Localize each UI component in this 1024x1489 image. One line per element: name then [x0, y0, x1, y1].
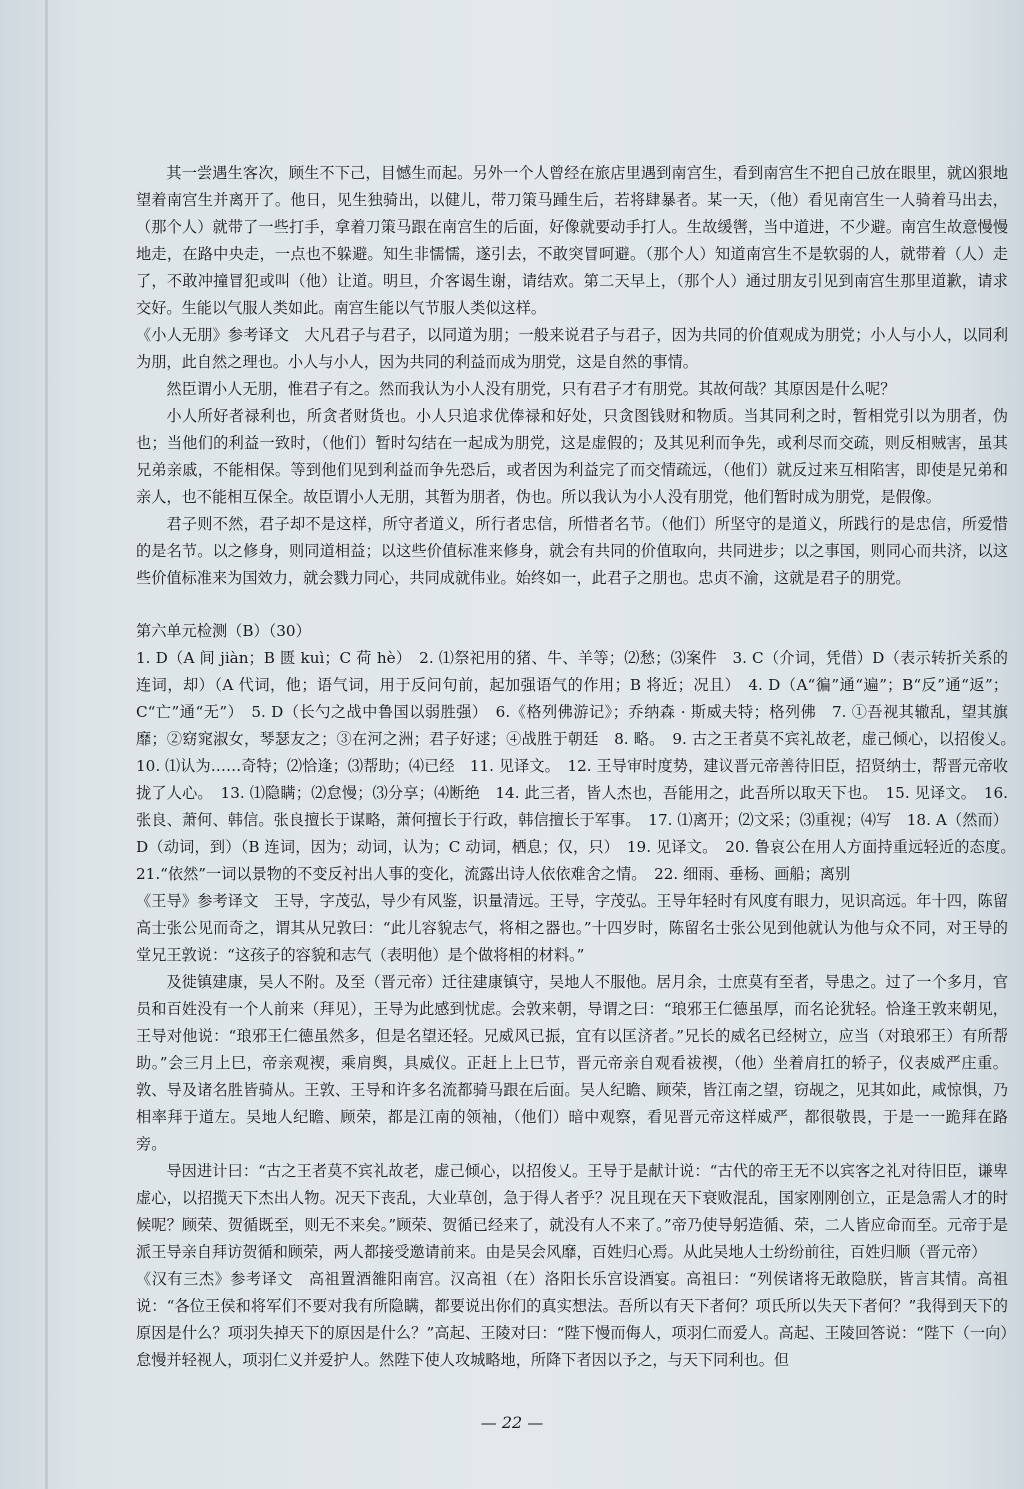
paragraph-nangong: 其一尝遇生客次，顾生不下己，目憾生而起。另外一个人曾经在旅店里遇到南宫生，看到南宫生不把自己放在眼里，就凶狠地望着南宫生并离开了。他日，见生独骑出，以健儿，带刀策马踵生后，若将肆暴者。某一天，（他）看见南宫生一人骑着马出去，（那个人）就带了一些打手，拿着刀策马跟在南宫生的后面，好像就要动手打人。生故缓辔，当中道进，不少避。南宫生故意慢慢地走，在路中央走，一点也不躲避。知生非懦懦，遂引去，不敢突冒呵避。（那个人）知道南宫生不是软弱的人，就带着（人）走了，不敢冲撞冒犯或叫（他）让道。明旦，介客谒生谢，请结欢。第二天早上，（那个人）通过朋友引见到南宫生那里道歉，请求交好。生能以气服人类如此。南宫生能以气节服人类似这样。 — [136, 164, 1008, 317]
paragraph-xiaoren-heading: 《小人无朋》参考译文 大凡君子与君子，以同道为朋；一般来说君子与君子，因为共同的价值观成为朋党；小人与小人，以同利为朋，此自然之理也。小人与小人，因为共同的利益而成为朋党，这是自然的事情。 — [136, 326, 1008, 371]
section-heading: 第六单元检测（B）（30） — [136, 622, 311, 640]
text-body — [136, 160, 1024, 1374]
answers-paragraph: 1. D（A 间 jiàn；B 匮 kuì；C 荷 hè） 2. ⑴祭祀用的猪、牛、羊等；⑵愁；⑶案件 3. C（介词，凭借）D（表示转折关系的连词，却）（A 代词，他；语气词，用于反问句前，起加强语气的作用；B 将近；况且） 4. D（A“徧”通“遍”；B“反”通“返”；C“亡”通“无”） 5. D（长勺之战中鲁国以弱胜强） 6.《格列佛游记》；乔纳森 · 斯威夫特；格列佛 7. ①吾视其辙乱，望其旗靡；②窈窕淑女，琴瑟友之；③在河之洲；君子好逑；④战胜于朝廷 8. 略。 9. 古之王者莫不宾礼故老，虚己倾心，以招俊乂。 10. ⑴认为……奇特；⑵恰逢；⑶帮助；⑷已经 11. 见译文。 12. 王导审时度势，建议晋元帝善待旧臣，招贤纳士，帮晋元帝收拢了人心。 13. ⑴隐瞒；⑵怠慢；⑶分享；⑷断绝 14. 此三者，皆人杰也，吾能用之，此吾所以取天下也。 15. 见译文。 16. 张良、萧何、韩信。张良擅长于谋略，萧何擅长于行政，韩信擅长于军事。 17. ⑴离开；⑵文采；⑶重视；⑷写 18. A（然而）D（动词，到）（B 连词，因为；动词，认为；C 动词，栖息；仅，只） 19. 见译文。 20. 鲁哀公在用人方面持重远轻近的态度。 21.“依然”一词以景物的不变反衬出人事的变化，流露出诗人依依难舍之情。 22. 细雨、垂杨、画船；离别 — [136, 649, 1024, 883]
paragraph-wangdao-3: 导因进计曰：“古之王者莫不宾礼故老，虚己倾心，以招俊乂。王导于是献计说：“古代的帝王无不以宾客之礼对待旧臣，谦卑虚心，以招揽天下杰出人物。况天下丧乱，大业草创，急于得人者乎？况且现在天下衰败混乱，国家刚刚创立，正是急需人才的时候呢？顾荣、贺循既至，则无不来矣。”顾荣、贺循已经来了，就没有人不来了。”帝乃使导躬造循、荣，二人皆应命而至。元帝于是派王导亲自拜访贺循和顾荣，两人都接受邀请前来。由是吴会风靡，百姓归心焉。从此吴地人士纷纷前往，百姓归顺（晋元帝） — [136, 1162, 1008, 1261]
page-number: — 22 — — [480, 1413, 544, 1432]
paragraph-sanjie-heading: 《汉有三杰》参考译文 高祖置酒雒阳南宫。汉高祖（在）洛阳长乐宫设酒宴。高祖曰：“列侯诸将无敢隐朕，皆言其情。高祖说：“各位王侯和将军们不要对我有所隐瞒，都要说出你们的真实想法。吾所以有天下者何？项氏所以失天下者何？”我得到天下的原因是什么？项羽失掉天下的原因是什么？”高起、王陵对曰：“陛下慢而侮人，项羽仁而爱人。高起、王陵回答说：“陛下（一向）怠慢并轻视人，项羽仁义并爱护人。然陛下使人攻城略地，所降下者因以予之，与天下同利也。但 — [136, 1270, 1008, 1369]
paragraph-wangdao-heading: 《王导》参考译文 王导，字茂弘，导少有风鉴，识量清远。王导，字茂弘。王导年轻时有风度有眼力，见识高远。年十四，陈留高士张公见而奇之，谓其从兄敦曰：“此儿容貌志气，将相之器也。”十四岁时，陈留名士张公见到他就认为他与众不同，对王导的堂兄王敦说：“这孩子的容貌和志气（表明他）是个做将相的材料。” — [136, 892, 1008, 964]
paragraph-xiaoren-2: 然臣谓小人无朋，惟君子有之。然而我认为小人没有朋党，只有君子才有朋党。其故何哉？其原因是什么呢？ — [166, 380, 896, 398]
binding-shadow — [45, 0, 48, 1489]
paragraph-xiaoren-4: 君子则不然，君子却不是这样，所守者道义，所行者忠信，所惜者名节。（他们）所坚守的是道义，所践行的是忠信，所爱惜的是名节。以之修身，则同道相益；以这些价值标准来修身，就会有共同的价值取向，共同进步；以之事国，则同心而共济，以这些价值标准来为国效力，就会戮力同心，共同成就伟业。始终如一，此君子之朋也。忠贞不渝，这就是君子的朋党。 — [136, 515, 1008, 587]
paragraph-xiaoren-3: 小人所好者禄利也，所贪者财货也。小人只追求优俸禄和好处，只贪图钱财和物质。当其同利之时，暂相党引以为朋者，伪也；当他们的利益一致时，（他们）暂时勾结在一起成为朋党，这是虚假的；及其见利而争先，或利尽而交疏，则反相贼害，虽其兄弟亲戚，不能相保。等到他们见到利益而争先恐后，或者因为利益完了而交情疏远，（他们）就反过来互相陷害，即使是兄弟和亲人，也不能相互保全。故臣谓小人无朋，其暂为朋者，伪也。所以我认为小人没有朋党，他们暂时成为朋党，是假像。 — [136, 407, 1008, 506]
section-gap — [136, 592, 1008, 616]
paragraph-wangdao-2: 及徙镇建康，吴人不附。及至（晋元帝）迁往建康镇守，吴地人不服他。居月余，士庶莫有至者，导患之。过了一个多月，官员和百姓没有一个人前来（拜见），王导为此感到忧虑。会敦来朝，导谓之曰：“琅邪王仁德虽厚，而名论犹轻。恰逢王敦来朝见，王导对他说：“琅邪王仁德虽然多，但是名望还轻。兄威风已振，宜有以匡济者。”兄长的威名已经树立，应当（对琅邪王）有所帮助。”会三月上巳，帝亲观禊，乘肩舆，具威仪。正赶上上巳节，晋元帝亲自观看祓禊，（他）坐着肩扛的轿子，仪表威严庄重。敦、导及诸名胜皆骑从。王敦、王导和许多名流都骑马跟在后面。吴人纪瞻、顾荣，皆江南之望，窃觇之，见其如此，咸惊惧，乃相率拜于道左。吴地人纪瞻、顾荣，都是江南的领袖，（他们）暗中观察，看见晋元帝这样威严，都很敬畏，于是一一跪拜在路旁。 — [136, 973, 1008, 1153]
